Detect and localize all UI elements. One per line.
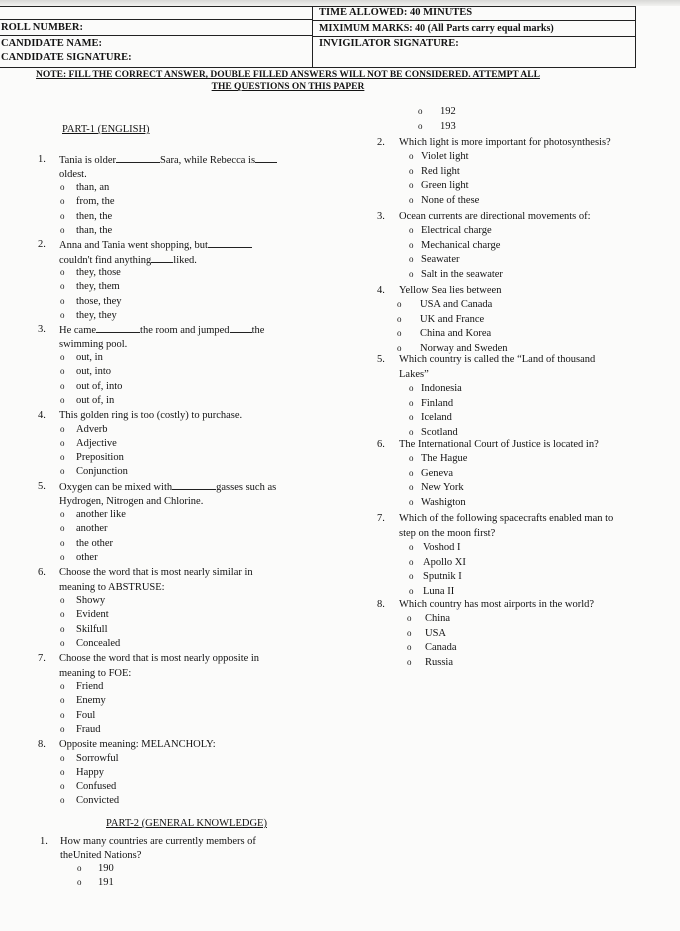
question-text: Oxygen can be mixed with gasses such as — [59, 482, 277, 493]
candidate-name-field: CANDIDATE NAME: — [1, 38, 103, 49]
option-label: Scotland — [421, 426, 458, 438]
option-label: Washigton — [421, 496, 466, 508]
question-text: Which country is called the “Land of thousand — [399, 354, 596, 365]
candidate-signature-field: CANDIDATE SIGNATURE: — [1, 52, 132, 63]
option-label: Seawater — [421, 254, 460, 266]
option-bubble-icon[interactable]: o — [409, 467, 414, 478]
option-bubble-icon[interactable]: o — [60, 551, 65, 562]
question-text: Lakes” — [399, 369, 429, 380]
option-bubble-icon[interactable]: o — [409, 542, 414, 552]
question-text: meaning to ABSTRUSE: — [59, 581, 165, 593]
question-text: Anna and Tania went shopping, but — [59, 238, 252, 254]
option-bubble-icon[interactable]: o — [60, 766, 65, 777]
option-label: they, them — [76, 281, 120, 293]
option-bubble-icon[interactable]: o — [409, 453, 414, 463]
question-text: Ocean currents are directional movements of: — [399, 211, 591, 222]
answer-blank — [116, 153, 160, 163]
option-label: USA and Canada — [420, 299, 493, 310]
option-label: they, they — [76, 309, 117, 321]
option-label: out of, into — [76, 380, 123, 392]
question-text: Tania is older Sara, while Rebecca is — [59, 153, 277, 169]
option-bubble-icon[interactable]: o — [60, 752, 65, 763]
question-text: oldest. — [59, 168, 87, 180]
option-bubble-icon[interactable]: o — [409, 556, 414, 567]
option-label: Confused — [76, 781, 117, 793]
option-bubble-icon[interactable]: o — [409, 496, 414, 507]
header-table — [0, 6, 636, 68]
maximum-marks: MIXIMUM MARKS: 40 (All Parts carry equal marks) — [319, 23, 554, 34]
option-bubble-icon[interactable]: o — [60, 224, 65, 235]
note-line-1: NOTE: FILL THE CORRECT ANSWER, DOUBLE FILLED ANSWERS WILL NOT BE CONSIDERED. ATTEMPT ALL — [36, 70, 540, 80]
option-label: Happy — [76, 766, 104, 778]
option-bubble-icon[interactable]: o — [409, 412, 414, 423]
answer-blank — [151, 253, 173, 263]
question-number: 4. — [377, 285, 385, 296]
answer-blank — [96, 323, 140, 333]
question-number: 2. — [38, 239, 46, 250]
option-bubble-icon[interactable]: o — [409, 180, 414, 191]
question-number: 4. — [38, 410, 46, 421]
option-bubble-icon[interactable]: o — [60, 309, 65, 320]
option-bubble-icon[interactable]: o — [409, 239, 414, 250]
option-label: Sorrowful — [76, 752, 119, 764]
option-bubble-icon[interactable]: o — [60, 437, 65, 448]
option-label: 193 — [440, 121, 456, 132]
option-label: The Hague — [421, 453, 468, 464]
question-text: Which of the following spacecrafts enabled man to — [399, 513, 614, 524]
option-label: Indonesia — [421, 383, 462, 394]
option-label: Convicted — [76, 795, 120, 807]
option-label: Electrical charge — [421, 225, 492, 236]
question-text: couldn't find anything liked. — [59, 254, 197, 266]
option-label: Norway and Sweden — [420, 342, 508, 354]
option-bubble-icon[interactable]: o — [407, 613, 412, 623]
option-label: Evident — [76, 609, 109, 621]
note-line-2: THE QUESTIONS ON THIS PAPER — [211, 82, 365, 92]
option-bubble-icon[interactable]: o — [407, 627, 412, 638]
option-bubble-icon[interactable]: o — [409, 165, 414, 176]
option-label: Foul — [76, 709, 96, 721]
option-label: than, an — [76, 182, 110, 193]
option-bubble-icon[interactable]: o — [77, 877, 82, 887]
option-label: Friend — [76, 681, 104, 692]
option-label: the other — [76, 537, 114, 549]
option-label: Russia — [425, 656, 454, 668]
question-text: Hydrogen, Nitrogen and Chlorine. — [59, 495, 204, 507]
option-bubble-icon[interactable]: o — [60, 609, 65, 620]
option-label: Green light — [421, 180, 469, 192]
option-bubble-icon[interactable]: o — [60, 394, 65, 405]
question-number: 2. — [377, 137, 385, 148]
option-bubble-icon[interactable]: o — [409, 482, 414, 493]
option-label: Canada — [425, 642, 457, 654]
option-label: China and Korea — [420, 328, 492, 340]
option-label: Voshod I — [423, 542, 461, 553]
option-bubble-icon[interactable]: o — [60, 196, 65, 207]
option-label: then, the — [76, 210, 113, 222]
option-bubble-icon[interactable]: o — [397, 342, 402, 353]
option-bubble-icon[interactable]: o — [60, 537, 65, 548]
question-number: 6. — [377, 439, 385, 450]
option-label: Finland — [421, 397, 454, 409]
option-bubble-icon[interactable]: o — [409, 383, 414, 393]
option-bubble-icon[interactable]: o — [60, 210, 65, 221]
option-bubble-icon[interactable]: o — [409, 254, 414, 265]
option-label: those, they — [76, 295, 122, 307]
option-bubble-icon[interactable]: o — [407, 642, 412, 653]
option-bubble-icon[interactable]: o — [60, 380, 65, 391]
question-number: 7. — [38, 653, 46, 664]
option-bubble-icon[interactable]: o — [60, 423, 65, 434]
option-label: other — [76, 551, 98, 563]
answer-blank — [230, 323, 252, 333]
question-text: How many countries are currently members of — [60, 836, 256, 847]
option-bubble-icon[interactable]: o — [60, 681, 65, 691]
option-label: Violet light — [421, 151, 469, 162]
option-bubble-icon[interactable]: o — [397, 299, 402, 309]
question-number: 8. — [377, 599, 385, 610]
option-label: another — [76, 523, 108, 535]
option-label: than, the — [76, 224, 113, 236]
option-label: Concealed — [76, 637, 121, 649]
option-label: Preposition — [76, 452, 124, 464]
question-text: meaning to FOE: — [59, 667, 132, 679]
option-bubble-icon[interactable]: o — [409, 268, 414, 279]
answer-blank — [208, 238, 252, 248]
question-text: theUnited Nations? — [60, 850, 142, 861]
option-bubble-icon[interactable]: o — [418, 106, 423, 116]
option-label: out of, in — [76, 394, 115, 406]
option-bubble-icon[interactable]: o — [409, 426, 414, 437]
option-label: Fraud — [76, 723, 101, 735]
question-number: 1. — [38, 154, 46, 165]
invigilator-signature-field: INVIGILATOR SIGNATURE: — [319, 38, 459, 49]
question-text: Choose the word that is most nearly similar in — [59, 567, 253, 578]
instructions-note — [18, 69, 558, 93]
option-label: 191 — [98, 877, 114, 888]
question-text: Which light is more important for photosynthesis? — [399, 137, 611, 148]
time-allowed: TIME ALLOWED: 40 MINUTES — [319, 7, 473, 18]
option-bubble-icon[interactable]: o — [397, 313, 402, 324]
question-text: step on the moon first? — [399, 528, 496, 539]
option-label: Showy — [76, 595, 106, 606]
option-label: Luna II — [423, 585, 455, 597]
option-bubble-icon[interactable]: o — [409, 397, 414, 408]
option-bubble-icon[interactable]: o — [60, 709, 65, 720]
question-text: Yellow Sea lies between — [399, 285, 502, 296]
question-number: 8. — [38, 739, 46, 750]
option-bubble-icon[interactable]: o — [60, 695, 65, 706]
option-bubble-icon[interactable]: o — [407, 656, 412, 667]
option-bubble-icon[interactable]: o — [60, 452, 65, 463]
option-label: 192 — [440, 106, 456, 117]
option-bubble-icon[interactable]: o — [60, 795, 65, 806]
option-label: another like — [76, 509, 126, 520]
option-bubble-icon[interactable]: o — [409, 151, 414, 161]
question-text: The International Court of Justice is located in? — [399, 439, 599, 450]
option-label: Adjective — [76, 437, 117, 449]
option-bubble-icon[interactable]: o — [409, 225, 414, 235]
option-label: Iceland — [421, 412, 452, 424]
option-label: Red light — [421, 165, 460, 177]
option-bubble-icon[interactable]: o — [60, 466, 65, 477]
answer-blank — [255, 153, 277, 163]
option-label: Salt in the seawater — [421, 268, 503, 280]
question-number: 6. — [38, 567, 46, 578]
option-label: New York — [421, 482, 464, 494]
question-text: Choose the word that is most nearly opposite in — [59, 653, 260, 664]
option-bubble-icon[interactable]: o — [60, 523, 65, 534]
question-number: 5. — [38, 481, 46, 492]
option-label: Conjunction — [76, 466, 128, 478]
option-bubble-icon[interactable]: o — [60, 723, 65, 734]
option-label: out, in — [76, 352, 103, 363]
option-bubble-icon[interactable]: o — [409, 585, 414, 596]
option-label: Enemy — [76, 695, 106, 707]
option-bubble-icon[interactable]: o — [60, 366, 65, 377]
option-bubble-icon[interactable]: o — [409, 571, 414, 582]
option-bubble-icon[interactable]: o — [60, 267, 65, 277]
option-label: Sputnik I — [423, 571, 462, 583]
option-bubble-icon[interactable]: o — [409, 194, 414, 205]
option-label: Mechanical charge — [421, 239, 501, 251]
option-bubble-icon[interactable]: o — [60, 623, 65, 634]
section-title: PART-1 (ENGLISH) — [62, 124, 150, 135]
option-bubble-icon[interactable]: o — [60, 281, 65, 292]
question-text: swimming pool. — [59, 338, 128, 350]
option-label: out, into — [76, 366, 112, 378]
question-text: Which country has most airports in the world? — [399, 599, 595, 610]
option-label: Adverb — [76, 423, 108, 435]
option-label: UK and France — [420, 313, 485, 325]
question-number: 5. — [377, 354, 385, 365]
question-text: Opposite meaning: MELANCHOLY: — [59, 739, 216, 750]
option-bubble-icon[interactable]: o — [77, 863, 82, 873]
option-bubble-icon[interactable]: o — [418, 121, 423, 131]
option-bubble-icon[interactable]: o — [60, 637, 65, 648]
option-bubble-icon[interactable]: o — [60, 352, 65, 362]
option-bubble-icon[interactable]: o — [397, 328, 402, 339]
option-label: Apollo XI — [423, 556, 466, 568]
question-number: 3. — [38, 324, 46, 335]
option-label: from, the — [76, 196, 115, 208]
option-label: Geneva — [421, 467, 454, 479]
question-text: This golden ring is too (costly) to purchase. — [59, 410, 243, 421]
question-number: 7. — [377, 513, 385, 524]
answer-blank — [172, 480, 216, 490]
option-label: China — [425, 613, 451, 624]
option-bubble-icon[interactable]: o — [60, 781, 65, 792]
option-bubble-icon[interactable]: o — [60, 509, 65, 519]
roll-number-field: ROLL NUMBER: — [1, 22, 83, 33]
question-text: He came the room and jumped the — [59, 325, 265, 336]
option-bubble-icon[interactable]: o — [60, 295, 65, 306]
section-title: PART-2 (GENERAL KNOWLEDGE) — [106, 818, 267, 829]
option-bubble-icon[interactable]: o — [60, 595, 65, 605]
option-label: they, those — [76, 267, 121, 278]
option-label: Skilfull — [76, 623, 108, 635]
option-label: USA — [425, 627, 447, 639]
question-number: 3. — [377, 211, 385, 222]
option-label: None of these — [421, 194, 480, 206]
option-label: 190 — [98, 863, 114, 874]
option-bubble-icon[interactable]: o — [60, 182, 65, 192]
question-number: 1. — [40, 836, 48, 847]
